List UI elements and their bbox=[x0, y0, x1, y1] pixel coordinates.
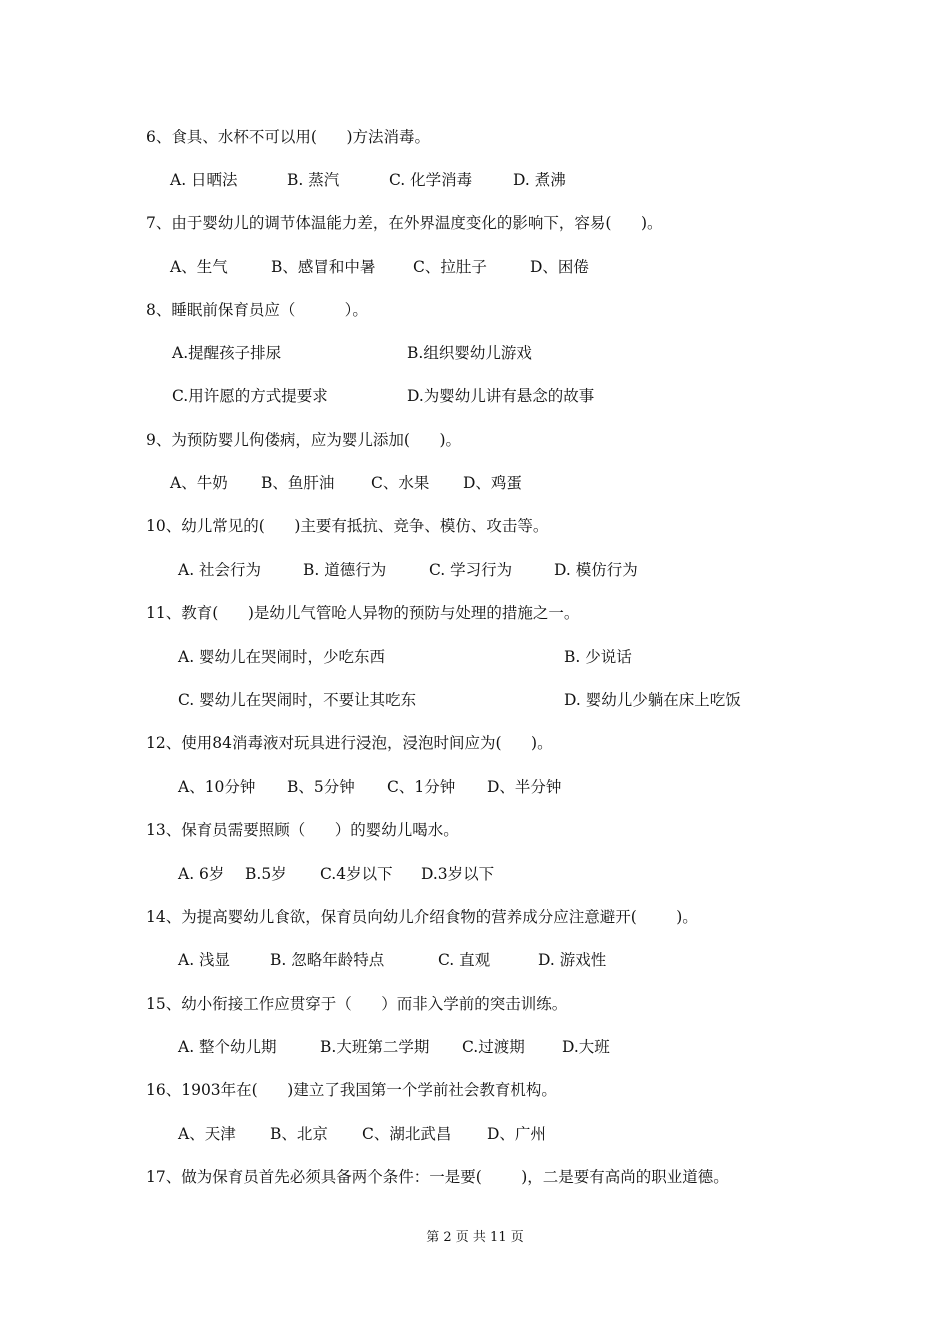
question-15: 15、幼小衔接工作应贯穿于（ ）而非入学前的突击训练。 bbox=[146, 995, 568, 1013]
option-6a: A. 日晒法 bbox=[170, 171, 238, 189]
option-16c: C、湖北武昌 bbox=[362, 1125, 452, 1143]
option-7c: C、拉肚子 bbox=[413, 258, 487, 276]
option-7d: D、困倦 bbox=[530, 258, 589, 276]
option-11c: C. 婴幼儿在哭闹时，不要让其吃东 bbox=[178, 691, 417, 709]
option-12c: C、1分钟 bbox=[387, 778, 456, 796]
option-16b: B、北京 bbox=[270, 1125, 328, 1143]
option-8b: B.组织婴幼儿游戏 bbox=[407, 344, 532, 362]
option-8d: D.为婴幼儿讲有悬念的故事 bbox=[407, 387, 595, 405]
option-15c: C.过渡期 bbox=[462, 1038, 525, 1056]
option-15d: D.大班 bbox=[562, 1038, 610, 1056]
option-14d: D. 游戏性 bbox=[538, 951, 607, 969]
option-11d: D. 婴幼儿少躺在床上吃饭 bbox=[564, 691, 741, 709]
question-6: 6、食具、水杯不可以用( )方法消毒。 bbox=[146, 128, 431, 146]
option-12d: D、半分钟 bbox=[487, 778, 562, 796]
option-14b: B. 忽略年龄特点 bbox=[270, 951, 385, 969]
question-16: 16、1903年在( )建立了我国第一个学前社会教育机构。 bbox=[146, 1081, 557, 1099]
option-6b: B. 蒸汽 bbox=[287, 171, 340, 189]
option-10d: D. 模仿行为 bbox=[554, 561, 638, 579]
option-11a: A. 婴幼儿在哭闹时，少吃东西 bbox=[178, 648, 386, 666]
option-13b: B.5岁 bbox=[245, 865, 287, 883]
question-7: 7、由于婴幼儿的调节体温能力差，在外界温度变化的影响下，容易( )。 bbox=[146, 214, 663, 232]
option-6c: C. 化学消毒 bbox=[389, 171, 473, 189]
option-11b: B. 少说话 bbox=[564, 648, 632, 666]
option-15a: A. 整个幼儿期 bbox=[178, 1038, 277, 1056]
option-13c: C.4岁以下 bbox=[320, 865, 393, 883]
option-12a: A、10分钟 bbox=[178, 778, 256, 796]
option-16d: D、广州 bbox=[487, 1125, 546, 1143]
question-8: 8、睡眠前保育员应（ ）。 bbox=[146, 301, 368, 319]
option-10b: B. 道德行为 bbox=[303, 561, 387, 579]
question-10: 10、幼儿常见的( )主要有抵抗、竞争、模仿、攻击等。 bbox=[146, 517, 549, 535]
page-number: 第 2 页 共 11 页 bbox=[426, 1230, 524, 1245]
option-15b: B.大班第二学期 bbox=[320, 1038, 430, 1056]
option-10a: A. 社会行为 bbox=[178, 561, 262, 579]
option-9b: B、鱼肝油 bbox=[261, 474, 335, 492]
option-12b: B、5分钟 bbox=[287, 778, 355, 796]
option-9c: C、水果 bbox=[371, 474, 430, 492]
option-14c: C. 直观 bbox=[438, 951, 491, 969]
option-9d: D、鸡蛋 bbox=[463, 474, 522, 492]
question-13: 13、保育员需要照顾（ ）的婴幼儿喝水。 bbox=[146, 821, 459, 839]
option-10c: C. 学习行为 bbox=[429, 561, 513, 579]
option-13d: D.3岁以下 bbox=[421, 865, 495, 883]
question-17: 17、做为保育员首先必须具备两个条件：一是要( )，二是要有高尚的职业道德。 bbox=[146, 1168, 729, 1186]
question-14: 14、为提高婴幼儿食欲，保育员向幼儿介绍食物的营养成分应注意避开( )。 bbox=[146, 908, 698, 926]
option-7a: A、生气 bbox=[170, 258, 228, 276]
option-8c: C.用许愿的方式提要求 bbox=[172, 387, 328, 405]
option-9a: A、牛奶 bbox=[170, 474, 228, 492]
question-11: 11、教育( )是幼儿气管呛人异物的预防与处理的措施之一。 bbox=[146, 604, 580, 622]
option-13a: A. 6岁 bbox=[178, 865, 225, 883]
option-14a: A. 浅显 bbox=[178, 951, 231, 969]
question-9: 9、为预防婴儿佝偻病，应为婴儿添加( )。 bbox=[146, 431, 462, 449]
option-8a: A.提醒孩子排尿 bbox=[172, 344, 282, 362]
option-16a: A、天津 bbox=[178, 1125, 236, 1143]
option-7b: B、感冒和中暑 bbox=[271, 258, 376, 276]
question-12: 12、使用84消毒液对玩具进行浸泡，浸泡时间应为( )。 bbox=[146, 734, 553, 752]
option-6d: D. 煮沸 bbox=[513, 171, 566, 189]
